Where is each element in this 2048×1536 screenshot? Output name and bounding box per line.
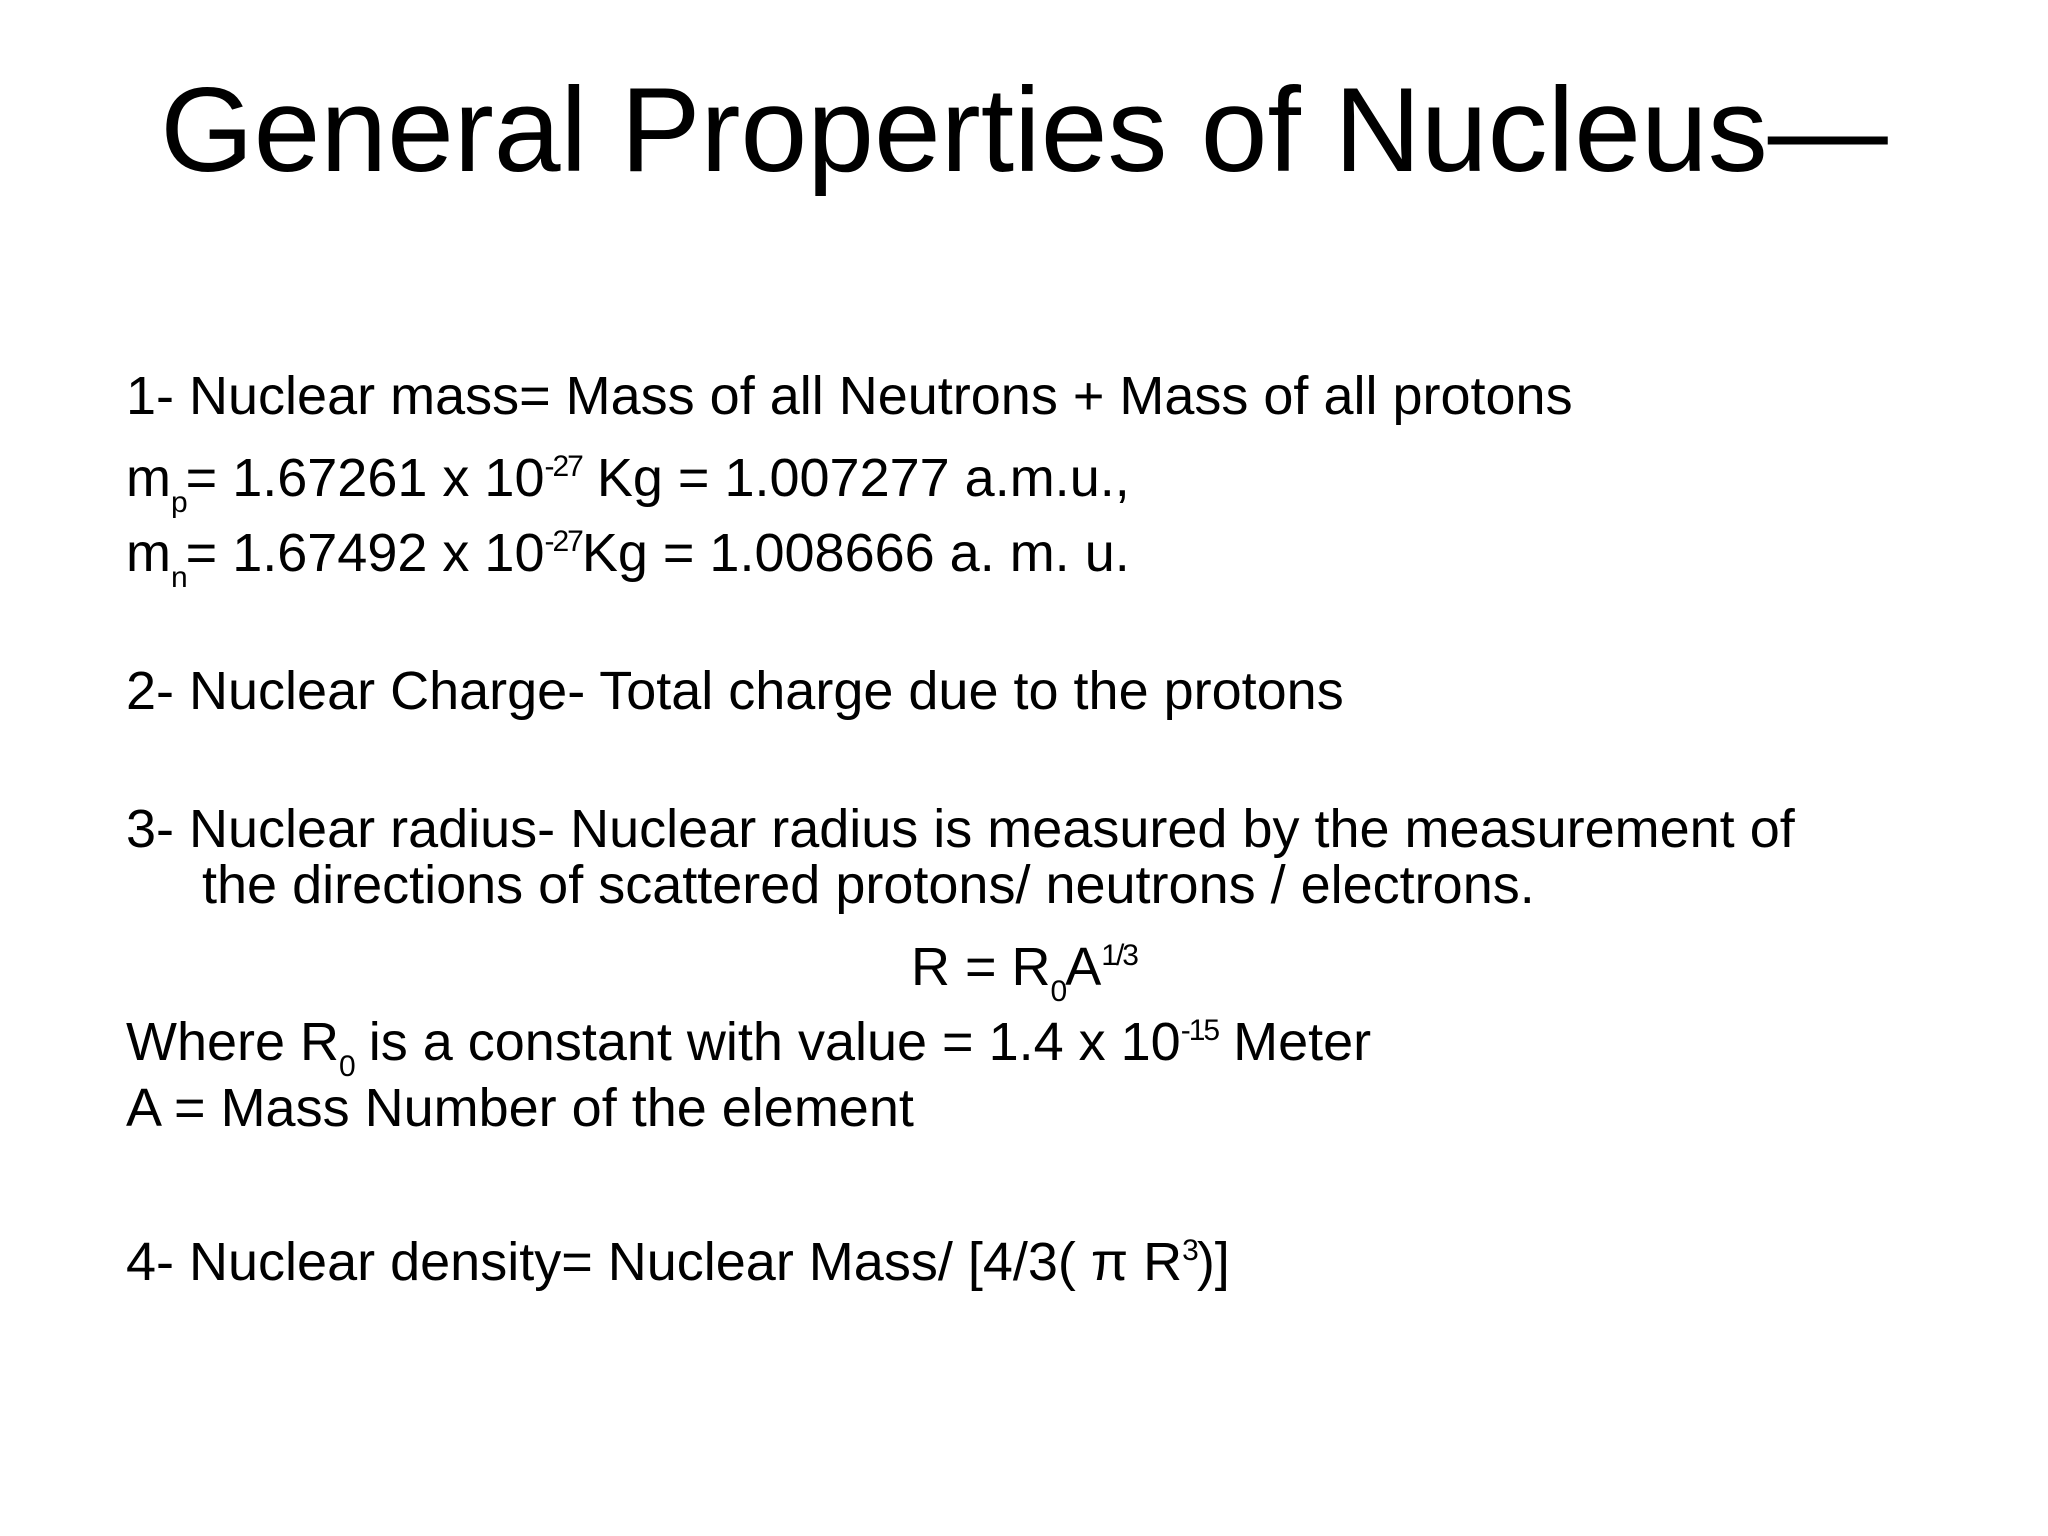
neutron-mass-subscript: n <box>170 561 186 594</box>
radius-formula-exponent: 1/3 <box>1101 939 1137 972</box>
radius-formula-a: A <box>1065 937 1102 997</box>
nuclear-radius-line: 3- Nuclear radius- Nuclear radius is measured by the measurement of <box>126 799 1795 859</box>
nuclear-density-line <box>126 1220 1230 1293</box>
radius-constant-unit: Meter <box>1218 1012 1372 1072</box>
slide-title: General Properties of Nucleus— <box>160 63 1888 197</box>
proton-mass-exponent: -27 <box>544 450 582 483</box>
proton-mass-symbol: m <box>126 448 171 508</box>
nuclear-density-text: 4- Nuclear density= Nuclear Mass/ [4/3( π R <box>126 1232 1183 1292</box>
radius-formula-subscript: 0 <box>1050 975 1066 1008</box>
nuclear-charge-line: 2- Nuclear Charge- Total charge due to the protons <box>126 661 1344 721</box>
neutron-mass-line <box>126 511 1130 609</box>
proton-mass-value: = 1.67261 x 10 <box>185 448 545 508</box>
radius-constant-subscript: 0 <box>339 1050 354 1083</box>
nuclear-density-exponent: 3 <box>1182 1234 1197 1267</box>
radius-formula-lhs: R = R <box>911 937 1051 997</box>
radius-constant-value: is a constant with value = 1.4 x 10 <box>353 1012 1181 1072</box>
radius-constant-exponent: -15 <box>1180 1014 1219 1047</box>
neutron-mass-symbol: m <box>126 523 171 583</box>
radius-constant-lead: Where R <box>126 1012 340 1072</box>
neutron-mass-exponent: -27 <box>544 525 582 558</box>
nuclear-mass-line: 1- Nuclear mass= Mass of all Neutrons + Mass of all protons <box>126 366 1573 426</box>
proton-mass-amu: Kg = 1.007277 a.m.u., <box>581 448 1130 508</box>
proton-mass-subscript: p <box>170 486 186 519</box>
neutron-mass-amu: Kg = 1.008666 a. m. u. <box>581 523 1130 583</box>
mass-number-line: A = Mass Number of the element <box>126 1078 914 1138</box>
nuclear-density-close: )] <box>1196 1232 1230 1292</box>
neutron-mass-value: = 1.67492 x 10 <box>185 523 545 583</box>
nuclear-radius-continuation: the directions of scattered protons/ neutrons / electrons. <box>202 855 1535 915</box>
